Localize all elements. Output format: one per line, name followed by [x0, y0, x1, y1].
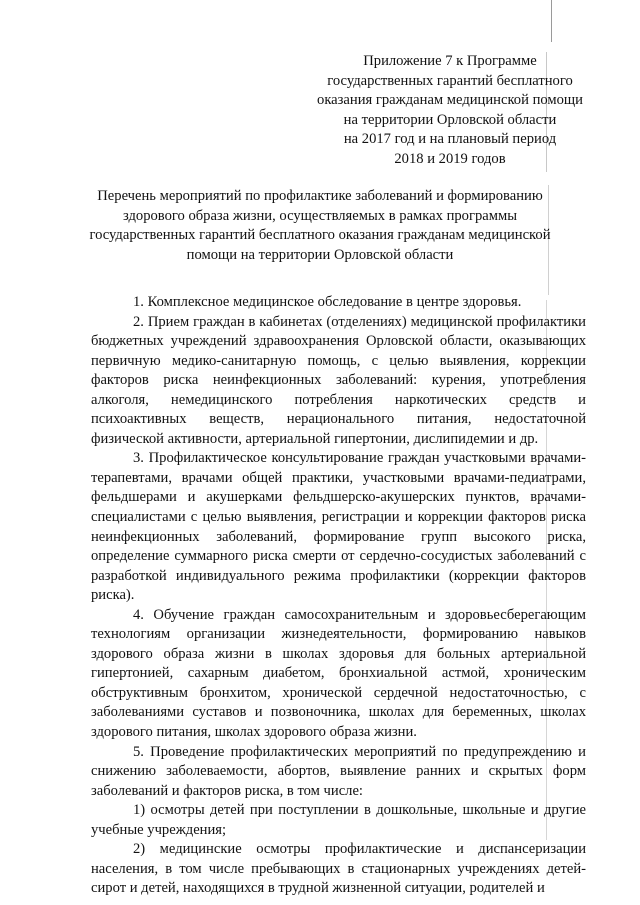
paragraph-4: 4. Обучение граждан самосохранительным и здоровьесберегающим технологиям организации жизнедеятельности, формированию навыков здорового образа жизни в школах здоровья для больных артериальной гипертонией, сахарным диабетом, бронхиальной астмой, хроническим обструктивным бронхитом, хронической сердечной недостаточностью, с заболеваниями суставов и позвоночника, школах для беременных, школах здорового питания, школах здорового образа жизни. [91, 606, 586, 741]
scan-artifact-line [551, 0, 552, 42]
paragraph-2: 2. Прием граждан в кабинетах (отделениях) медицинской профилактики бюджетных учреждений здравоохранения Орловской области, оказывающих первичную медико-санитарную помощь, с целью выявления, коррекции факторов риска неинфекционных заболеваний: курения, употребления алкоголя, немедицинского потребления наркотических средств и психоактивных веществ, нерационального питания, недостаточной физической активности, артериальной гипертонии, дислипидемии и др. [91, 313, 586, 447]
appendix-line: 2018 и 2019 годов [394, 150, 506, 167]
appendix-line: на территории Орловской области [343, 111, 557, 128]
paragraph-3: 3. Профилактическое консультирование граждан участковыми врачами-терапевтами, врачами общей практики, участковыми врачами-педиатрами, фельдшерами и акушерками фельдшерско-акушерских пунктов, врачами-специалистами с целью выявления, регистрации и коррекции факторов риска неинфекционных заболеваний, формирование групп высокого риска, определение суммарного риска смерти от сердечно-сосудистых заболеваний с разработкой индивидуального режима профилактики (коррекции факторов риска). [91, 450, 586, 604]
appendix-line: на 2017 год и на плановый период [343, 131, 557, 147]
paragraph-5-item-1: 1) осмотры детей при поступлении в дошкольные, школьные и другие учебные учреждения; [91, 802, 586, 838]
appendix-line: Приложение 7 к Программе [363, 53, 537, 69]
paragraph-1: 1. Комплексное медицинское обследование в центре здоровья. [133, 294, 522, 310]
title-line: государственных гарантий бесплатного оказания гражданам медицинской [89, 227, 551, 243]
paragraph-5: 5. Проведение профилактических мероприятий по предупреждению и снижению заболеваемости, абортов, выявление ранних и скрытых форм заболеваний и факторов риска, в том числе: [91, 743, 586, 799]
paragraph-5-item-2: 2) медицинские осмотры профилактические и диспансеризации населения, в том числе пребывающих в стационарных учреждениях детей-сирот и детей, находящихся в трудной жизненной ситуации, родителей и [91, 841, 586, 897]
document-body [91, 293, 586, 899]
title-line: здорового образа жизни, осуществляемых в рамках программы [122, 207, 518, 224]
title-line: Перечень мероприятий по профилактике заболеваний и формированию [97, 188, 543, 204]
appendix-line: государственных гарантий бесплатного [327, 72, 573, 89]
appendix-line: оказания гражданам медицинской помощи [317, 92, 583, 108]
document-title [60, 187, 580, 265]
title-line: помощи на территории Орловской области [186, 246, 454, 263]
appendix-header [300, 52, 600, 169]
